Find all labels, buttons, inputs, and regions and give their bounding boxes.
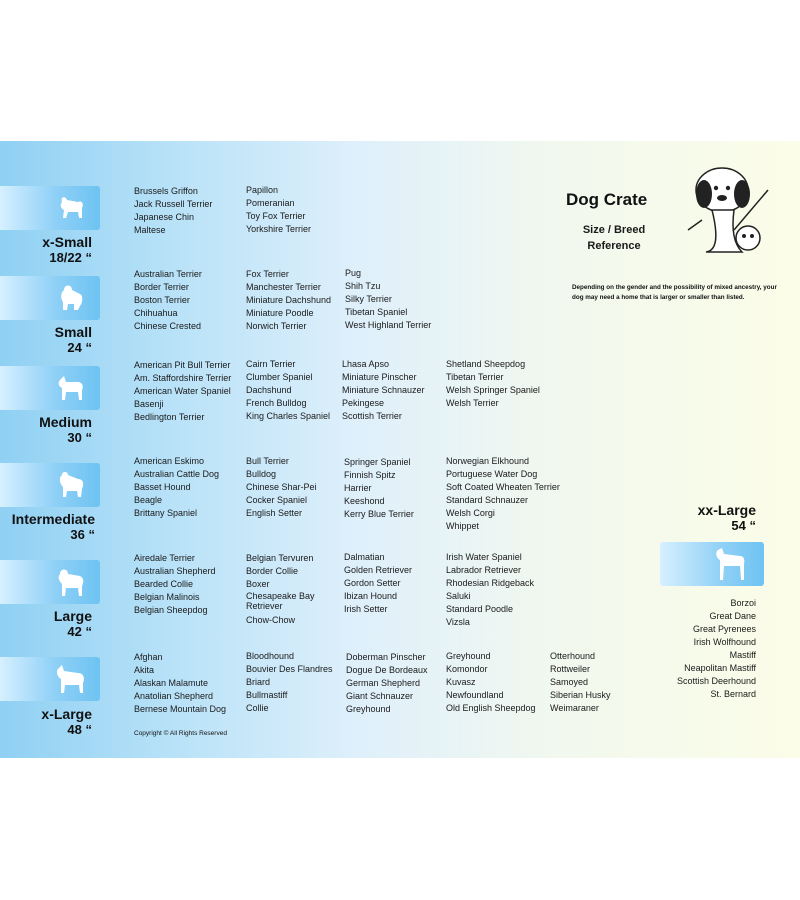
size-band-small	[0, 276, 100, 320]
medium-dog-icon	[54, 372, 88, 404]
sizing-note: Depending on the gender and the possibility of mixed ancestry, your dog may need a home that is larger or smaller than listed.	[572, 284, 777, 301]
large-dog-icon	[54, 566, 88, 598]
copyright-text: Copyright © All Rights Reserved	[134, 730, 227, 737]
breed-column: Belgian Tervuren Border Collie Boxer Chesapeake Bay Retriever Chow-Chow	[246, 553, 315, 625]
size-band-intermediate	[0, 463, 100, 507]
breed-column: Shetland Sheepdog Tibetan Terrier Welsh Springer Spaniel Welsh Terrier	[446, 359, 540, 408]
breed-column: Papillon Pomeranian Toy Fox Terrier Yorkshire Terrier	[246, 185, 312, 234]
breed-column: Dalmatian Golden Retriever Gordon Setter Ibizan Hound Irish Setter	[344, 552, 413, 614]
breed-column: Springer Spaniel Finnish Spitz Harrier Keeshond Kerry Blue Terrier	[344, 457, 414, 519]
great-dane-icon	[710, 546, 750, 582]
size-band-medium	[0, 366, 100, 410]
small-dog-icon	[54, 282, 88, 314]
xxlarge-breed-list: Borzoi Great Dane Great Pyrenees Irish Wolfhound Mastiff Neapolitan Mastiff Scottish Deerhound St. Bernard	[676, 598, 756, 699]
breed-column: Doberman Pinscher Dogue De Bordeaux German Shepherd Giant Schnauzer Greyhound	[346, 652, 428, 714]
breed-column: Norwegian Elkhound Portuguese Water Dog Soft Coated Wheaten Terrier Standard Schnauzer Welsh Corgi Whippet	[446, 456, 560, 531]
breed-column: Bloodhound Bouvier Des Flandres Briard Bullmastiff Collie	[246, 651, 333, 713]
mascot-dog-illustration	[682, 160, 774, 258]
breed-column: Lhasa Apso Miniature Pinscher Miniature Schnauzer Pekingese Scottish Terrier	[342, 359, 425, 421]
small-dog-icon	[54, 192, 88, 224]
size-label-xlarge: x-Large 48 “	[41, 706, 92, 737]
breed-column: Bull Terrier Bulldog Chinese Shar-Pei Cocker Spaniel English Setter	[246, 456, 317, 518]
size-label-medium: Medium 30 “	[39, 414, 92, 445]
breed-column: Pug Shih Tzu Silky Terrier Tibetan Spaniel West Highland Terrier	[345, 268, 432, 330]
breed-column: American Pit Bull Terrier Am. Staffordshire Terrier American Water Spaniel Basenji Bedlington Terrier	[134, 360, 232, 422]
size-label-intermediate: Intermediate 36 “	[11, 511, 95, 542]
xlarge-dog-icon	[54, 663, 88, 695]
breed-column: Fox Terrier Manchester Terrier Miniature Dachshund Miniature Poodle Norwich Terrier	[246, 269, 332, 331]
breed-column: American Eskimo Australian Cattle Dog Basset Hound Beagle Brittany Spaniel	[134, 456, 220, 518]
breed-column: Brussels Griffon Jack Russell Terrier Japanese Chin Maltese	[134, 186, 213, 235]
size-band-xxlarge	[660, 542, 764, 586]
size-label-small: Small 24 “	[54, 324, 92, 355]
breed-column: Otterhound Rottweiler Samoyed Siberian Husky Weimaraner	[550, 651, 611, 713]
size-band-xsmall	[0, 186, 100, 230]
breed-column: Australian Terrier Border Terrier Boston Terrier Chihuahua Chinese Crested	[134, 269, 202, 331]
breed-column: Greyhound Komondor Kuvasz Newfoundland Old English Sheepdog	[446, 651, 536, 713]
size-band-large	[0, 560, 100, 604]
page-title: Dog Crate	[566, 190, 648, 209]
breed-column: Cairn Terrier Clumber Spaniel Dachshund French Bulldog King Charles Spaniel	[246, 359, 331, 421]
breed-column: Afghan Akita Alaskan Malamute Anatolian Shepherd Bernese Mountain Dog	[134, 652, 227, 714]
intermediate-dog-icon	[54, 469, 88, 501]
size-band-xlarge	[0, 657, 100, 701]
breed-column: Airedale Terrier Australian Shepherd Bearded Collie Belgian Malinois Belgian Sheepdog	[134, 553, 216, 615]
page-subtitle: Size / Breed Reference	[582, 224, 646, 252]
size-label-xsmall: x-Small 18/22 “	[42, 234, 92, 265]
breed-column: Irish Water Spaniel Labrador Retriever Rhodesian Ridgeback Saluki Standard Poodle Vizsla	[446, 552, 535, 627]
size-label-xxlarge: xx-Large 54 “	[697, 502, 756, 533]
size-label-large: Large 42 “	[53, 608, 92, 639]
